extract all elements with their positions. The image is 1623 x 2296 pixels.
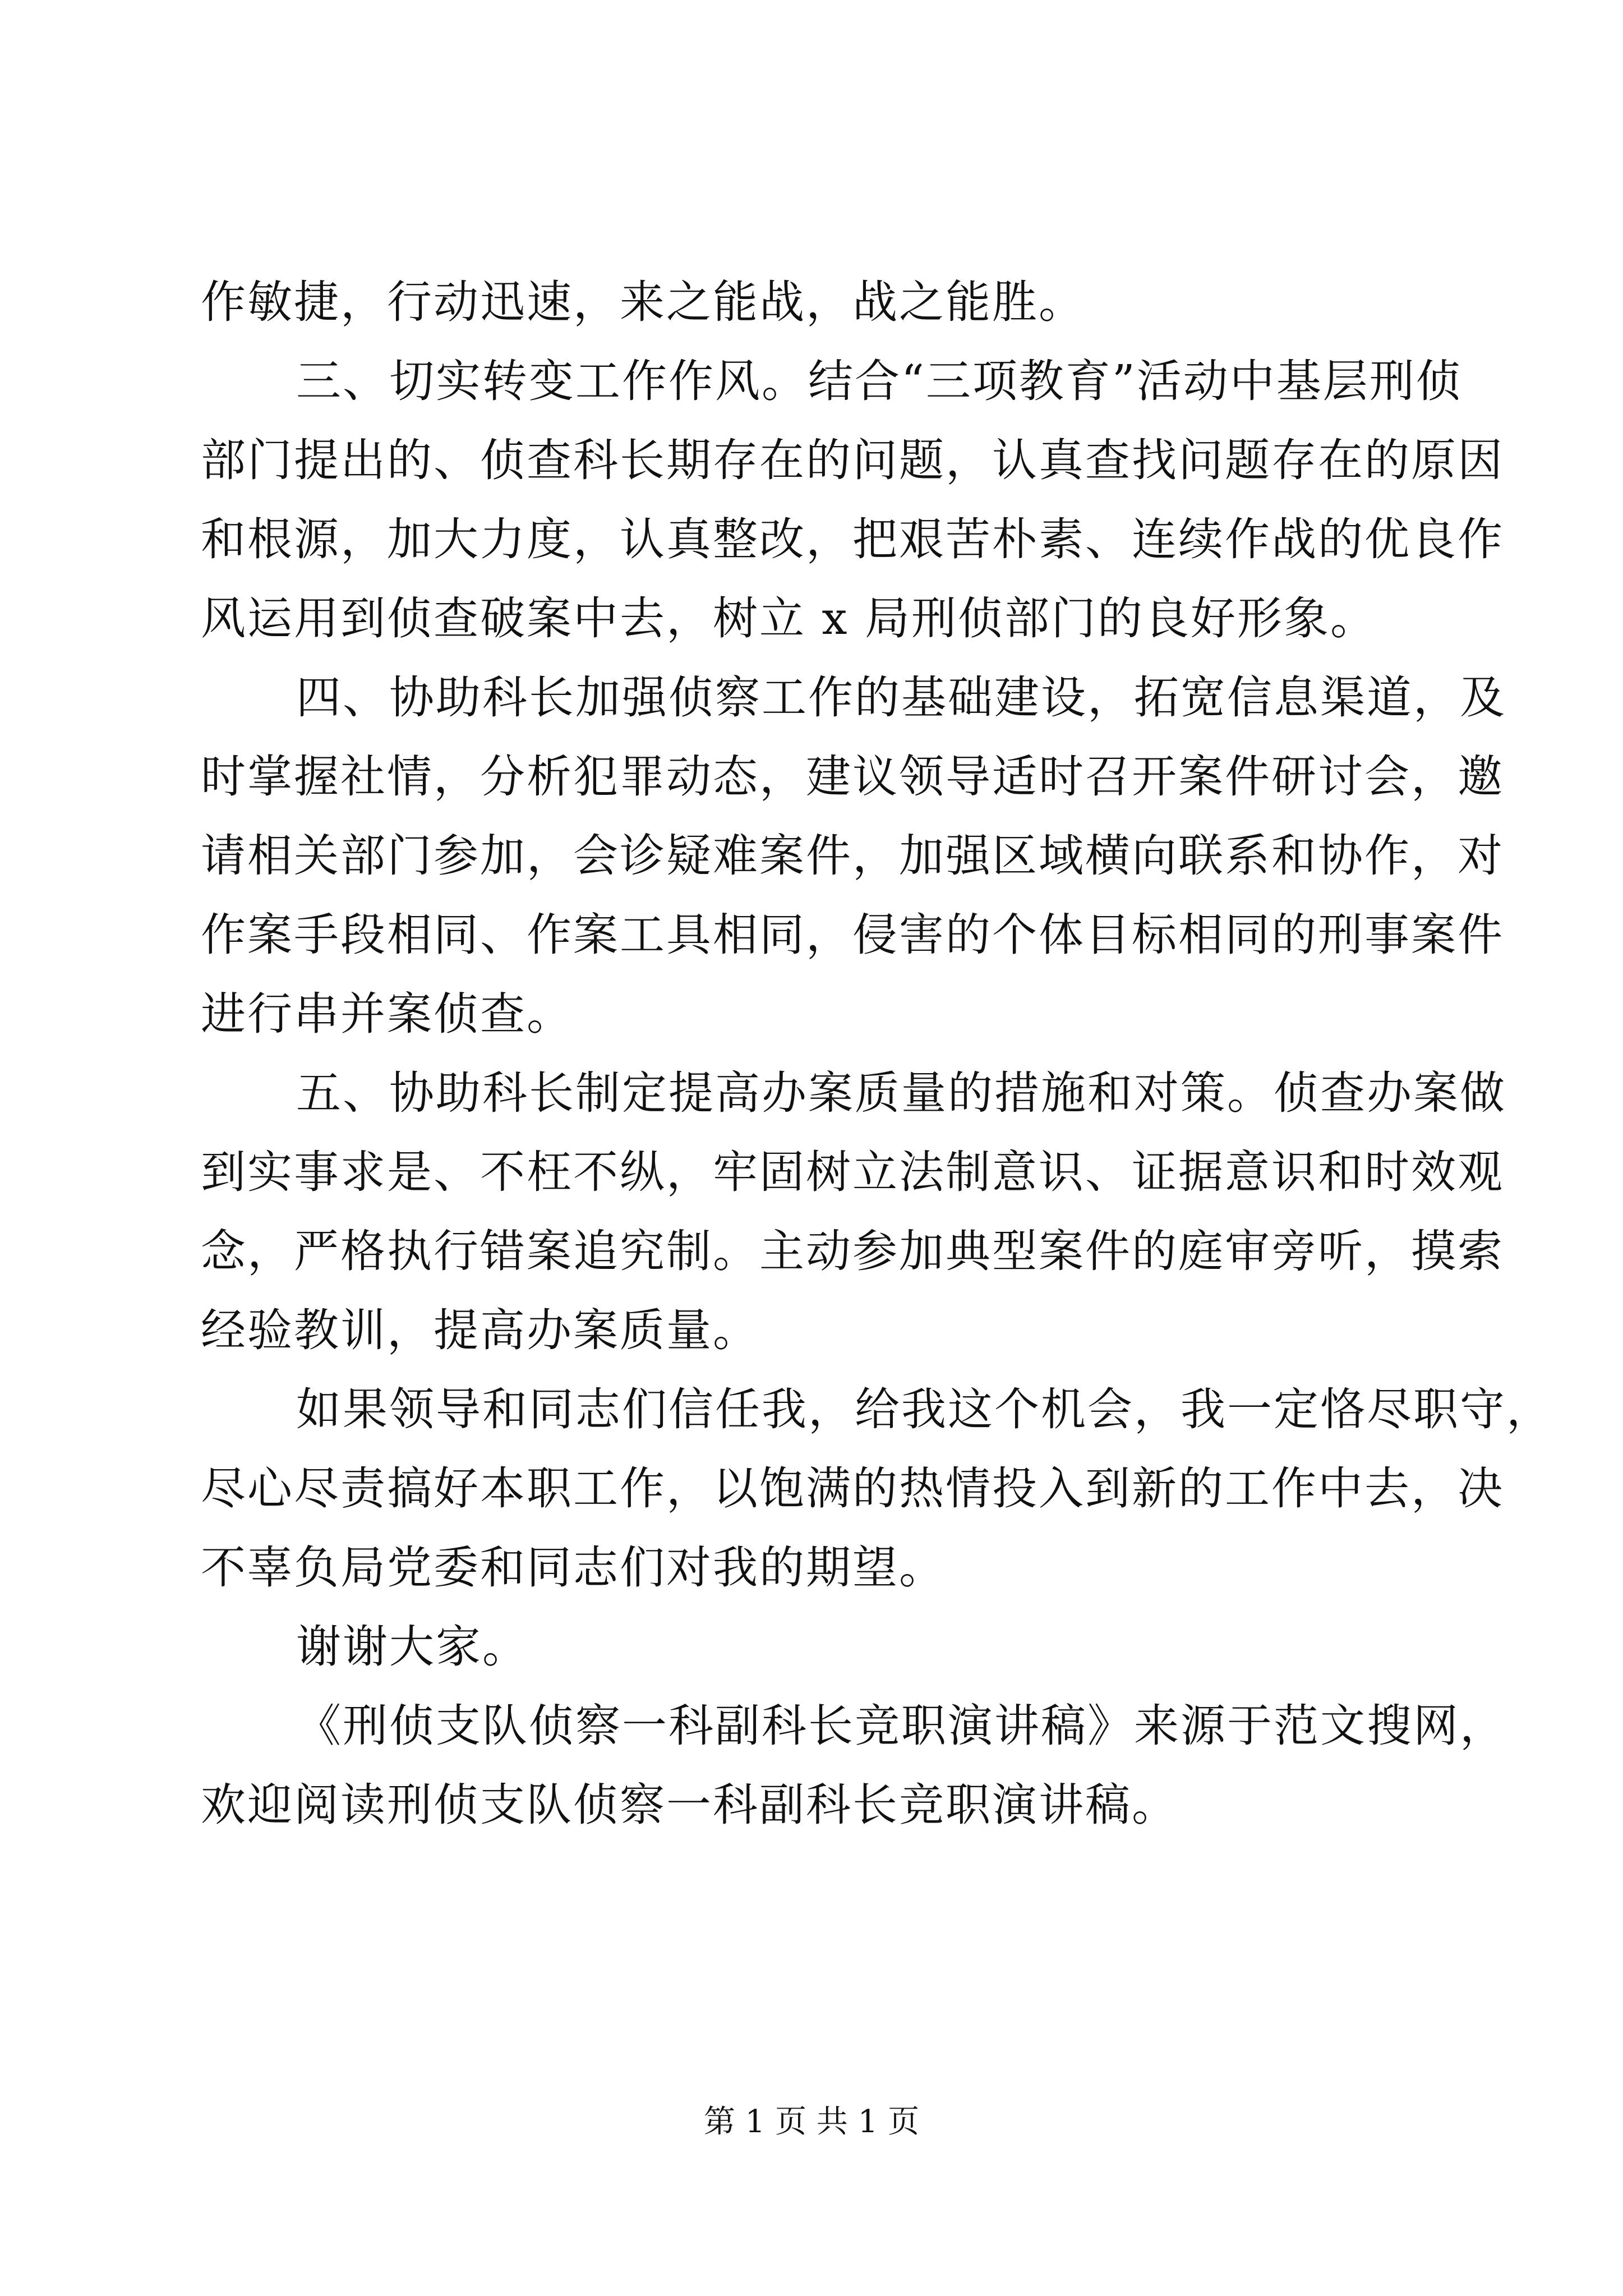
text-line: 作案手段相同、作案工具相同，侵害的个体目标相同的刑事案件 <box>201 909 1504 961</box>
text-line: 到实事求是、不枉不纵，牢固树立法制意识、证据意识和时效观 <box>201 1146 1504 1198</box>
thanks-line: 谢谢大家。 <box>296 1621 529 1673</box>
text-line: 经验教训，提高办案质量。 <box>201 1304 759 1356</box>
paragraph-3-start: 三、切实转变工作作风。结合“三项教育”活动中基层刑侦 <box>296 355 1463 407</box>
page-number-footer: 第 1 页 共 1 页 <box>703 2104 920 2140</box>
source-note-start: 《刑侦支队侦察一科副科长竞职演讲稿》来源于范文搜网， <box>296 1700 1506 1752</box>
text-line: 进行串并案侦查。 <box>201 988 573 1040</box>
closing-paragraph-start: 如果领导和同志们信任我，给我这个机会，我一定恪尽职守， <box>296 1383 1553 1435</box>
text-line: 时掌握社情，分析犯罪动态，建议领导适时召开案件研讨会，邀 <box>201 751 1504 803</box>
source-note-end: 欢迎阅读刑侦支队侦察一科副科长竞职演讲稿。 <box>201 1779 1178 1831</box>
text-line: 和根源，加大力度，认真整改，把艰苦朴素、连续作战的优良作 <box>201 513 1504 565</box>
text-line: 不辜负局党委和同志们对我的期望。 <box>201 1542 946 1594</box>
text-line: 尽心尽责搞好本职工作，以饱满的热情投入到新的工作中去，决 <box>201 1462 1504 1515</box>
paragraph-4-start: 四、协助科长加强侦察工作的基础建设，拓宽信息渠道，及 <box>296 671 1506 724</box>
text-line: 作敏捷，行动迅速，来之能战，战之能胜。 <box>201 276 1085 328</box>
document-body <box>201 263 1553 1844</box>
text-line: 请相关部门参加，会诊疑难案件，加强区域横向联系和协作，对 <box>201 830 1504 882</box>
text-line: 部门提出的、侦查科长期存在的问题，认真查找问题存在的原因 <box>201 434 1504 486</box>
paragraph-5-start: 五、协助科长制定提高办案质量的措施和对策。侦查办案做 <box>296 1067 1506 1119</box>
text-line: 念，严格执行错案追究制。主动参加典型案件的庭审旁听，摸索 <box>201 1225 1504 1277</box>
text-line: 风运用到侦查破案中去，树立 x 局刑侦部门的良好形象。 <box>201 592 1377 645</box>
